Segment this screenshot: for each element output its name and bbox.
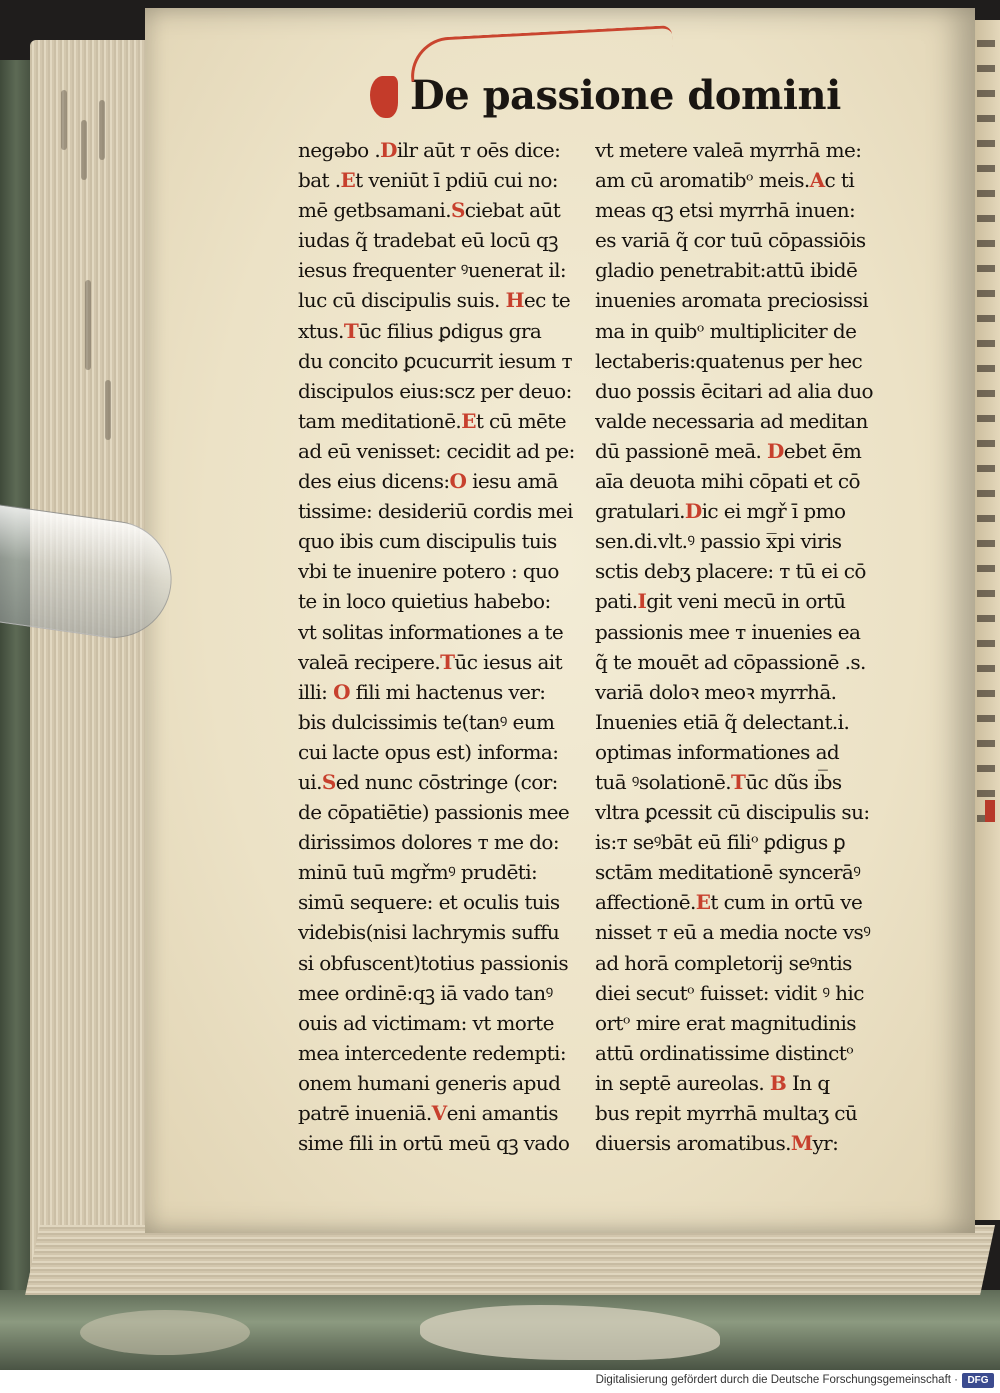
line-text: sen.di.vlt.ꝰ passio x̅pi viris <box>595 529 842 554</box>
text-line <box>595 466 885 496</box>
line-text: mee ordinē:qꝫ iā vado tanꝰ <box>298 980 553 1005</box>
text-line <box>298 978 588 1008</box>
line-text: simū sequere: et oculis tuis <box>298 890 560 915</box>
line-text: te in loco quietius habebo: <box>298 589 551 614</box>
text-line <box>595 887 885 917</box>
line-text: valeā recipere.Tūc iesus ait <box>298 649 563 674</box>
text-line <box>298 737 588 767</box>
text-line <box>298 526 588 556</box>
text-line <box>298 556 588 586</box>
heading-title: De passione domini <box>410 72 841 119</box>
line-text: optimas informationes ad <box>595 739 840 764</box>
dfg-logo: DFG <box>962 1373 994 1388</box>
line-text: videbis(nisi lachrymis suffu <box>298 920 560 945</box>
text-line <box>298 827 588 857</box>
text-line <box>595 346 885 376</box>
line-text: xtus.Tūc filius ꝑdigus gra <box>298 318 542 343</box>
text-line <box>595 586 885 616</box>
text-line <box>595 526 885 556</box>
text-line <box>298 617 588 647</box>
text-line <box>298 135 588 165</box>
text-line <box>595 857 885 887</box>
line-text: diuersis aromatibus.Myr: <box>595 1131 839 1156</box>
text-line <box>595 1098 885 1128</box>
line-text: pati.Igit veni mecū in ortū <box>595 589 846 614</box>
line-text: is:т seꝰbāt eū filiᵒ ꝑdigus ꝑ <box>595 830 846 855</box>
text-line <box>595 978 885 1008</box>
text-line <box>298 1008 588 1038</box>
footer-credit: Digitalisierung gefördert durch die Deutsche Forschungsgemeinschaft · <box>595 1374 958 1386</box>
line-text: vt solitas informationes a te <box>298 619 564 644</box>
text-line <box>298 255 588 285</box>
line-text: gladio penetrabit:attū ibidē <box>595 258 858 283</box>
text-line <box>595 496 885 526</box>
text-line <box>595 647 885 677</box>
line-text: patrē inueniā.Veni amantis <box>298 1101 558 1125</box>
line-text: gratulari.Dic ei mgř ī pmo <box>595 499 846 524</box>
line-text: vt metere valeā myrrhā me: <box>595 138 862 162</box>
text-line <box>298 586 588 616</box>
line-text: variā doloꝛ meoꝛ myrrhā. <box>595 679 837 704</box>
text-line <box>298 1098 588 1128</box>
text-line <box>595 767 885 797</box>
line-text: diei secutᵒ fuisset: vidit ꝰ hic <box>595 980 864 1005</box>
line-text: sctām meditationē syncerāꝰ <box>595 860 861 885</box>
line-text: es variā q̃ cor tuū cōpassiōis <box>595 228 866 253</box>
line-text: mea intercedente redempti: <box>298 1040 566 1065</box>
line-text: passionis mee т inuenies ea <box>595 619 861 644</box>
line-text: des eius dicens:O iesu amā <box>298 469 558 494</box>
text-line <box>298 917 588 947</box>
line-text: de cōpatiētie) passionis mee <box>298 800 570 825</box>
text-line <box>595 1068 885 1098</box>
line-text: ad eū venisset: cecidit ad pe: <box>298 438 575 463</box>
line-text: sctis debʒ placere: т tū ei cō <box>595 559 866 584</box>
text-line <box>298 165 588 195</box>
cover-wear-mark <box>80 1310 250 1355</box>
text-line <box>595 376 885 406</box>
facing-page-text-fragment <box>975 40 1000 1090</box>
text-line <box>298 1038 588 1068</box>
line-text: valde necessaria ad meditan <box>595 408 868 433</box>
line-text: tuā ꝰsolationē.Tūc dũs ib̅s <box>595 769 842 794</box>
facing-page-rubric <box>985 800 995 822</box>
line-text: si obfuscent)totius passionis <box>298 950 569 975</box>
line-text: q̃ te mouēt ad cōpassionē .s. <box>595 649 866 674</box>
text-line <box>595 165 885 195</box>
text-line <box>595 1128 885 1158</box>
text-line <box>595 948 885 978</box>
text-line <box>595 195 885 225</box>
text-line <box>595 677 885 707</box>
line-text: ad horā completorij seꝰntis <box>595 950 852 975</box>
line-text: vbi te inuenire potero : quo <box>298 559 559 584</box>
text-line <box>298 707 588 737</box>
line-text: dū passionē meā. Debet ēm <box>595 438 862 463</box>
text-line <box>298 1128 588 1158</box>
line-text: lectaberis:quatenus per hec <box>595 348 863 373</box>
text-line <box>298 1068 588 1098</box>
line-text: vltra ꝑcessit cū discipulis su: <box>595 800 870 825</box>
text-line <box>298 948 588 978</box>
text-line <box>298 316 588 346</box>
line-text: meas qꝫ etsi myrrhā inuen: <box>595 198 856 223</box>
text-line <box>595 135 885 165</box>
line-text: du concito ꝑcucurrit iesum т <box>298 348 572 373</box>
text-line <box>298 285 588 315</box>
page-stack-bottom-edge <box>25 1225 995 1295</box>
line-text: iesus frequenter ꝰuenerat il: <box>298 258 567 283</box>
text-line <box>595 797 885 827</box>
text-line <box>595 737 885 767</box>
text-line <box>298 767 588 797</box>
text-line <box>595 556 885 586</box>
text-line <box>298 677 588 707</box>
text-line <box>595 255 885 285</box>
line-text: bis dulcissimis te(tanꝰ eum <box>298 709 555 734</box>
line-text: ui.Sed nunc cōstringe (cor: <box>298 769 558 794</box>
text-line <box>595 285 885 315</box>
line-text: illi: O fili mi hactenus ver: <box>298 679 546 704</box>
text-line <box>595 827 885 857</box>
text-line <box>595 617 885 647</box>
line-text: discipulos eius:scz per deuo: <box>298 378 572 403</box>
line-text: bat .Et veniūt ī pdiū cui no: <box>298 168 558 193</box>
text-line <box>298 647 588 677</box>
line-text: bus repit myrrhā multaʒ cū <box>595 1101 858 1125</box>
line-text: minū tuū mgřmꝰ prudēti: <box>298 860 538 885</box>
line-text: onem humani generis apud <box>298 1070 561 1095</box>
line-text: quo ibis cum discipulis tuis <box>298 529 557 554</box>
line-text: duo possis ēcitari ad alia duo <box>595 378 873 403</box>
text-line <box>595 917 885 947</box>
line-text: affectionē.Et cum in ortū ve <box>595 890 863 915</box>
line-text: ma in quibᵒ multipliciter de <box>595 318 857 343</box>
text-line <box>298 195 588 225</box>
text-line <box>298 225 588 255</box>
line-text: Inuenies etiā q̃ delectant.i. <box>595 709 850 734</box>
line-text: tissime: desideriū cordis mei <box>298 499 573 524</box>
line-text: iudas q̃ tradebat eū locū qꝫ <box>298 228 558 253</box>
text-line <box>298 857 588 887</box>
line-text: dirissimos dolores т me do: <box>298 830 559 855</box>
text-line <box>595 707 885 737</box>
text-line <box>298 466 588 496</box>
text-line <box>298 436 588 466</box>
line-text: am cū aromatibᵒ meis.Ac ti <box>595 168 855 193</box>
line-text: nisset т eū a media nocte vsꝰ <box>595 920 871 945</box>
text-line <box>298 346 588 376</box>
text-line <box>595 1008 885 1038</box>
text-line <box>595 1038 885 1068</box>
line-text: sime fili in ortū meū qꝫ vado <box>298 1131 570 1156</box>
line-text: tam meditationē.Et cū mēte <box>298 408 566 433</box>
text-line <box>298 496 588 526</box>
line-text: luc cū discipulis suis. Hec te <box>298 288 571 313</box>
text-line <box>595 225 885 255</box>
text-line <box>298 887 588 917</box>
fore-edge-inscription <box>55 80 135 580</box>
text-column-left <box>298 135 588 1158</box>
line-text: aīa deuota mihi cōpati et cō <box>595 469 860 494</box>
pilcrow-rubric-icon <box>370 76 398 118</box>
text-line <box>298 797 588 827</box>
text-line <box>298 376 588 406</box>
line-text: negəbo .Dilr aūt т oēs dice: <box>298 138 561 162</box>
line-text: attū ordinatissime distinctᵒ <box>595 1040 854 1065</box>
text-line <box>595 316 885 346</box>
line-text: ouis ad victimam: vt morte <box>298 1010 554 1035</box>
text-line <box>298 406 588 436</box>
text-line <box>595 436 885 466</box>
line-text: inuenies aromata preciosissi <box>595 288 869 313</box>
line-text: mē getbsamani.Sciebat aūt <box>298 198 561 223</box>
text-line <box>595 406 885 436</box>
line-text: cui lacte opus est) informa: <box>298 739 559 764</box>
line-text: in septē aureolas. B In q̧ <box>595 1070 830 1095</box>
line-text: ortᵒ mire erat magnitudinis <box>595 1010 856 1035</box>
text-column-right <box>595 135 885 1158</box>
